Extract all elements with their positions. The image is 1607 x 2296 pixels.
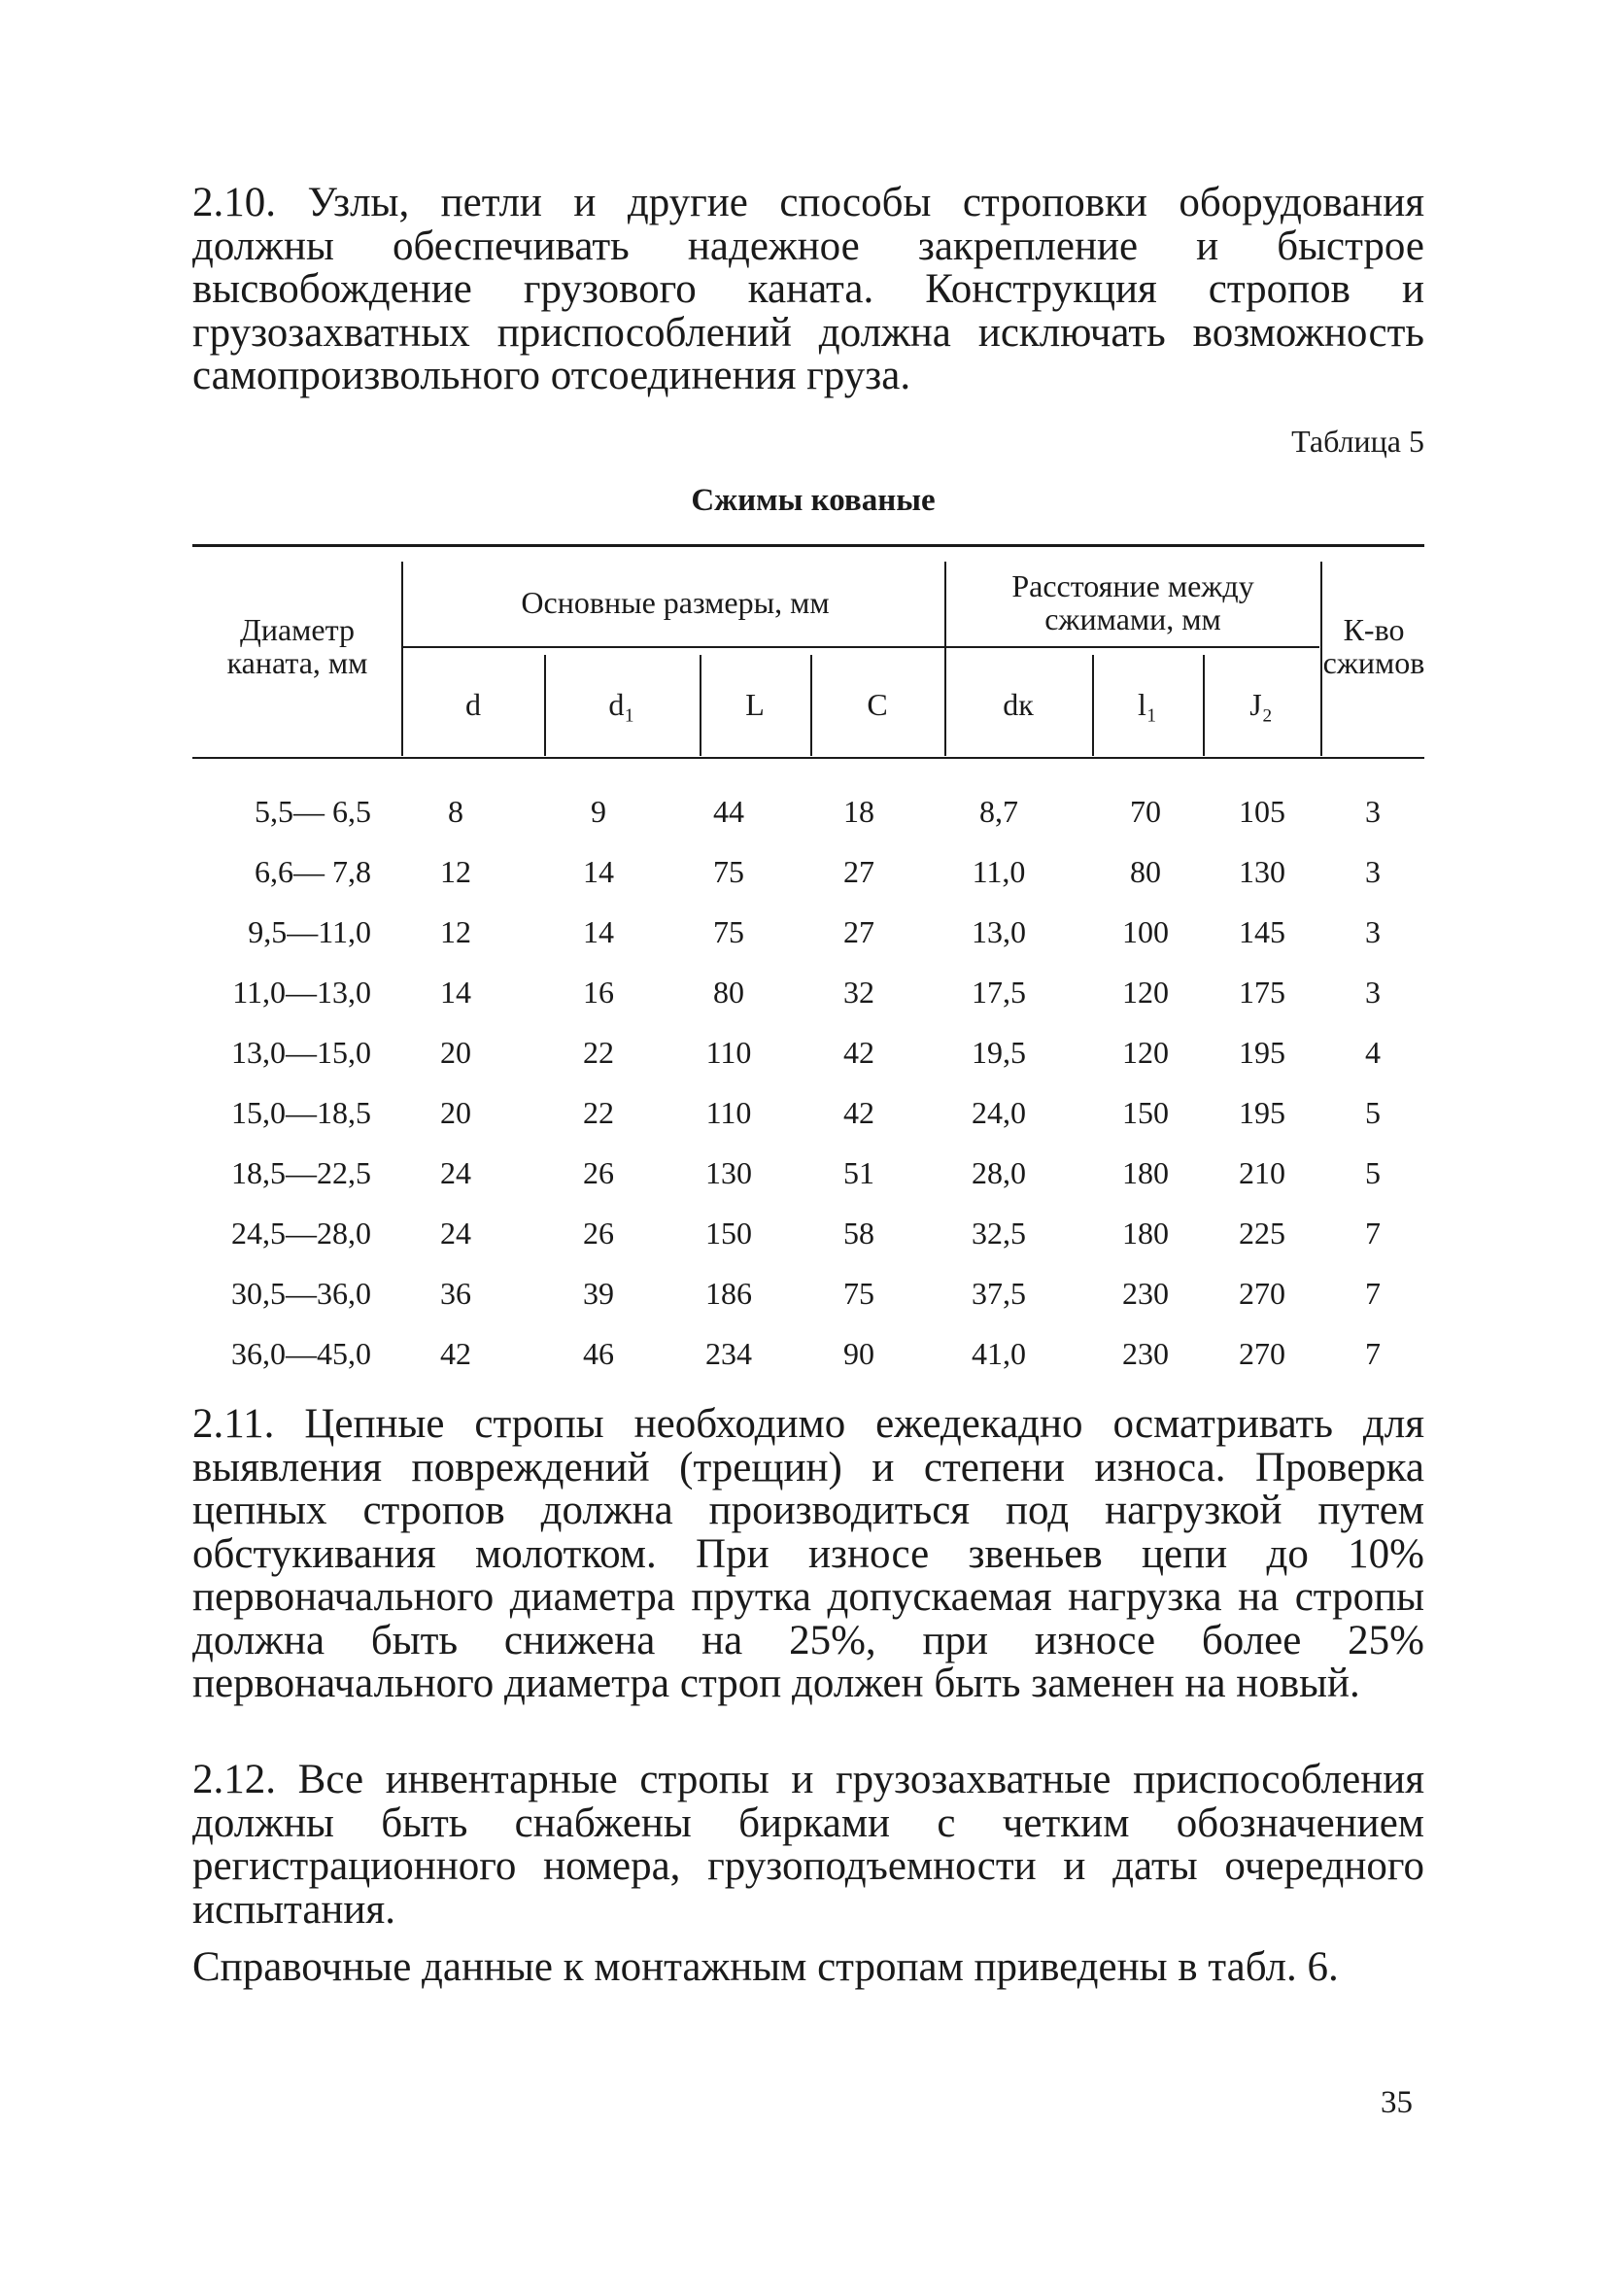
table-cell: 270 bbox=[1239, 1276, 1285, 1311]
table-cell: 110 bbox=[705, 1035, 752, 1070]
table-cell: 42 bbox=[440, 1336, 471, 1371]
table-cell: 225 bbox=[1239, 1216, 1285, 1251]
paragraph-2-12: 2.12. Все инвентарные стропы и грузозахватные приспособления должны быть снабжены бирками с четким обозначением регистрационного номера, грузоподъемности и даты очередного испытания. bbox=[192, 1757, 1424, 1933]
table-cell: 27 bbox=[843, 914, 874, 949]
table-cell: 3 bbox=[1365, 794, 1381, 829]
table-cell: 15,0—18,5 bbox=[231, 1095, 371, 1130]
table-title: Сжимы кованые bbox=[691, 483, 936, 518]
table-cell: 90 bbox=[843, 1336, 874, 1371]
table-cell: 234 bbox=[705, 1336, 752, 1371]
table-cell: 120 bbox=[1122, 1035, 1169, 1070]
table-cell: 75 bbox=[713, 854, 744, 889]
header-diameter: Диаметр каната, мм bbox=[226, 612, 368, 680]
table-cell: 6,6— 7,8 bbox=[255, 854, 371, 889]
table-cell: 5 bbox=[1365, 1095, 1381, 1130]
table-cell: 42 bbox=[843, 1095, 874, 1130]
table-cell: 3 bbox=[1365, 854, 1381, 889]
table-cell: 5,5— 6,5 bbox=[255, 794, 371, 829]
table-cell: 70 bbox=[1130, 794, 1161, 829]
table-cell: 130 bbox=[1239, 854, 1285, 889]
table-cell: 8 bbox=[448, 794, 463, 829]
table-cell: 12 bbox=[440, 854, 471, 889]
table-cell: 58 bbox=[843, 1216, 874, 1251]
table-cell: 32 bbox=[843, 975, 874, 1010]
header-sub-dk: dк bbox=[1003, 687, 1034, 722]
table-cell: 27 bbox=[843, 854, 874, 889]
table-cell: 195 bbox=[1239, 1095, 1285, 1130]
table-top-rule bbox=[192, 544, 1424, 547]
table-cell: 44 bbox=[713, 794, 744, 829]
table-cell: 46 bbox=[583, 1336, 614, 1371]
table-cell: 42 bbox=[843, 1035, 874, 1070]
main-dims-underline bbox=[402, 646, 944, 648]
table-cell: 175 bbox=[1239, 975, 1285, 1010]
table-cell: 14 bbox=[583, 914, 614, 949]
table-cell: 26 bbox=[583, 1216, 614, 1251]
header-main-dims: Основные размеры, мм bbox=[521, 585, 830, 620]
header-sub-d: d bbox=[465, 687, 481, 722]
table-cell: 100 bbox=[1122, 914, 1169, 949]
table-cell: 11,0—13,0 bbox=[232, 975, 371, 1010]
table-cell: 180 bbox=[1122, 1155, 1169, 1190]
table-cell: 4 bbox=[1365, 1035, 1381, 1070]
page-number: 35 bbox=[1381, 2085, 1413, 2120]
table-cell: 26 bbox=[583, 1155, 614, 1190]
table-cell: 36 bbox=[440, 1276, 471, 1311]
table-cell: 24,5—28,0 bbox=[231, 1216, 371, 1251]
table-cell: 210 bbox=[1239, 1155, 1285, 1190]
header-sub-l1: l₁ bbox=[1137, 687, 1158, 722]
table-cell: 18 bbox=[843, 794, 874, 829]
table-cell: 51 bbox=[843, 1155, 874, 1190]
table-cell: 18,5—22,5 bbox=[231, 1155, 371, 1190]
table-cell: 7 bbox=[1365, 1216, 1381, 1251]
table-cell: 19,5 bbox=[972, 1035, 1026, 1070]
table-cell: 22 bbox=[583, 1035, 614, 1070]
table-cell: 75 bbox=[713, 914, 744, 949]
table-cell: 30,5—36,0 bbox=[231, 1276, 371, 1311]
header-sub-l: L bbox=[745, 687, 765, 722]
table-cell: 105 bbox=[1239, 794, 1285, 829]
paragraph-table-reference: Справочные данные к монтажным стропам приведены в табл. 6. bbox=[192, 1944, 1339, 1990]
table-cell: 7 bbox=[1365, 1336, 1381, 1371]
table-cell: 110 bbox=[705, 1095, 752, 1130]
table-cell: 195 bbox=[1239, 1035, 1285, 1070]
header-sub-d1: d₁ bbox=[608, 687, 635, 722]
header-count: К-во сжимов bbox=[1322, 612, 1425, 680]
table-cell: 145 bbox=[1239, 914, 1285, 949]
table-cell: 80 bbox=[713, 975, 744, 1010]
table-cell: 37,5 bbox=[972, 1276, 1026, 1311]
table-cell: 230 bbox=[1122, 1276, 1169, 1311]
header-distance: Расстояние между сжимами, мм bbox=[1011, 568, 1254, 636]
table-label: Таблица 5 bbox=[1291, 424, 1424, 459]
distance-underline bbox=[944, 646, 1319, 648]
table-cell: 5 bbox=[1365, 1155, 1381, 1190]
table-cell: 32,5 bbox=[972, 1216, 1026, 1251]
table-cell: 20 bbox=[440, 1035, 471, 1070]
table-cell: 14 bbox=[583, 854, 614, 889]
table-cell: 39 bbox=[583, 1276, 614, 1311]
table-cell: 9 bbox=[591, 794, 606, 829]
table-cell: 11,0 bbox=[972, 854, 1026, 889]
table-cell: 3 bbox=[1365, 914, 1381, 949]
header-sub-c: C bbox=[867, 687, 888, 722]
table-cell: 24 bbox=[440, 1216, 471, 1251]
table-cell: 150 bbox=[705, 1216, 752, 1251]
paragraph-2-10: 2.10. Узлы, петли и другие способы строповки оборудования должны обеспечивать надежное закрепление и быстрое высвобождение грузового каната. Конструкция стропов и грузозахватных приспособлений должна исключать возможность самопроизвольного отсоединения груза. bbox=[192, 180, 1424, 398]
paragraph-2-11: 2.11. Цепные стропы необходимо ежедекадно осматривать для выявления повреждений (трещин) и степени износа. Проверка цепных стропов должна производиться под нагрузкой путем обстукивания молотком. При износе звеньев цепи до 10% первоначального диаметра прутка допускаемая нагрузка на стропы должна быть снижена на 25%, при износе более 25% первоначального диаметра строп должен быть заменен на новый. bbox=[192, 1401, 1424, 1706]
table-cell: 36,0—45,0 bbox=[231, 1336, 371, 1371]
header-sub-j2: J₂ bbox=[1249, 687, 1273, 722]
table-cell: 28,0 bbox=[972, 1155, 1026, 1190]
table-cell: 24 bbox=[440, 1155, 471, 1190]
table-cell: 120 bbox=[1122, 975, 1169, 1010]
table-cell: 3 bbox=[1365, 975, 1381, 1010]
table-cell: 13,0—15,0 bbox=[231, 1035, 371, 1070]
table-cell: 14 bbox=[440, 975, 471, 1010]
table-cell: 17,5 bbox=[972, 975, 1026, 1010]
table-cell: 16 bbox=[583, 975, 614, 1010]
table-cell: 9,5—11,0 bbox=[248, 914, 371, 949]
table-cell: 24,0 bbox=[972, 1095, 1026, 1130]
table-cell: 22 bbox=[583, 1095, 614, 1130]
table-cell: 7 bbox=[1365, 1276, 1381, 1311]
table-header-bottom-rule bbox=[192, 757, 1424, 759]
table-cell: 80 bbox=[1130, 854, 1161, 889]
table-cell: 8,7 bbox=[979, 794, 1018, 829]
table-cell: 13,0 bbox=[972, 914, 1026, 949]
table-cell: 150 bbox=[1122, 1095, 1169, 1130]
table-cell: 41,0 bbox=[972, 1336, 1026, 1371]
table-cell: 186 bbox=[705, 1276, 752, 1311]
table-cell: 270 bbox=[1239, 1336, 1285, 1371]
table-cell: 20 bbox=[440, 1095, 471, 1130]
table-cell: 230 bbox=[1122, 1336, 1169, 1371]
table-cell: 12 bbox=[440, 914, 471, 949]
table-cell: 130 bbox=[705, 1155, 752, 1190]
table-cell: 180 bbox=[1122, 1216, 1169, 1251]
table-cell: 75 bbox=[843, 1276, 874, 1311]
